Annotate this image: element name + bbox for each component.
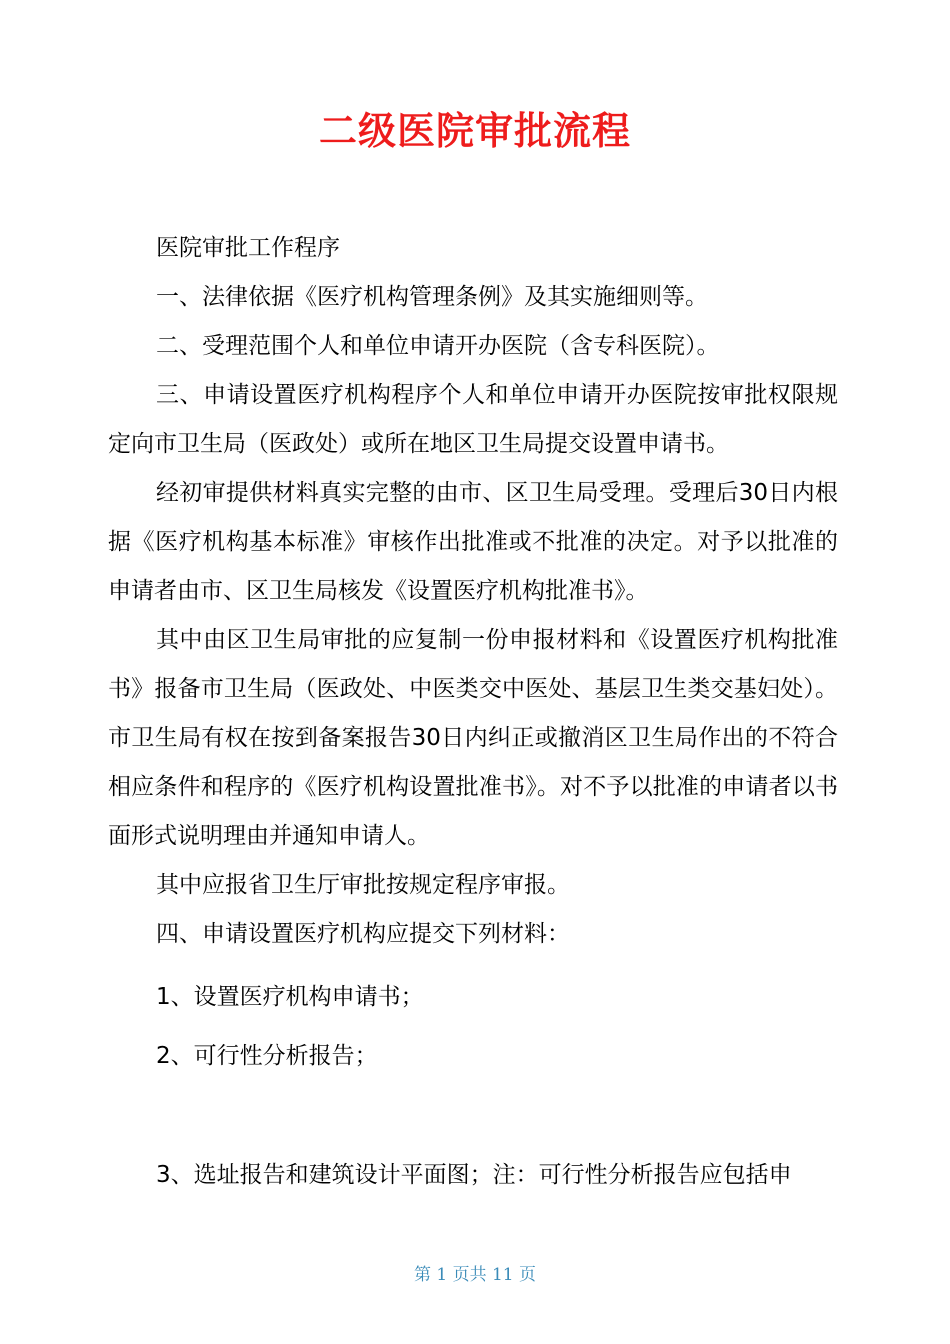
page-footer: 第 1 页共 11 页 — [413, 1265, 537, 1285]
list-item: 3、选址报告和建筑设计平面图；注：可行性分析报告应包括申 — [156, 1162, 792, 1188]
list-item: 2、可行性分析报告； — [156, 1043, 378, 1069]
paragraph: 其中应报省卫生厅审批按规定程序审报。 — [156, 872, 570, 898]
paragraph: 三、申请设置医疗机构程序个人和单位申请开办医院按审批权限规定向市卫生局（医政处）或所在地区卫生局提交设置申请书。 — [108, 382, 838, 457]
paragraph: 医院审批工作程序 — [156, 235, 340, 261]
page-title: 二级医院审批流程 — [318, 109, 631, 153]
paragraph: 四、申请设置医疗机构应提交下列材料： — [156, 921, 570, 947]
paragraph: 经初审提供材料真实完整的由市、区卫生局受理。受理后30日内根据《医疗机构基本标准》审核作出批准或不批准的决定。对予以批准的申请者由市、区卫生局核发《设置医疗机构批准书》。 — [108, 480, 838, 604]
paragraph: 一、法律依据《医疗机构管理条例》及其实施细则等。 — [156, 284, 708, 310]
paragraph: 其中由区卫生局审批的应复制一份申报材料和《设置医疗机构批准书》报备市卫生局（医政处、中医类交中医处、基层卫生类交基妇处）。市卫生局有权在按到备案报告30日内纠正或撤消区卫生局作出的不符合相应条件和程序的《医疗机构设置批准书》。对不予以批准的申请者以书面形式说明理由并通知申请人。 — [108, 627, 838, 849]
paragraph: 二、受理范围个人和单位申请开办医院（含专科医院）。 — [156, 333, 720, 359]
list-item: 1、设置医疗机构申请书； — [156, 984, 424, 1010]
document-body — [108, 224, 838, 959]
